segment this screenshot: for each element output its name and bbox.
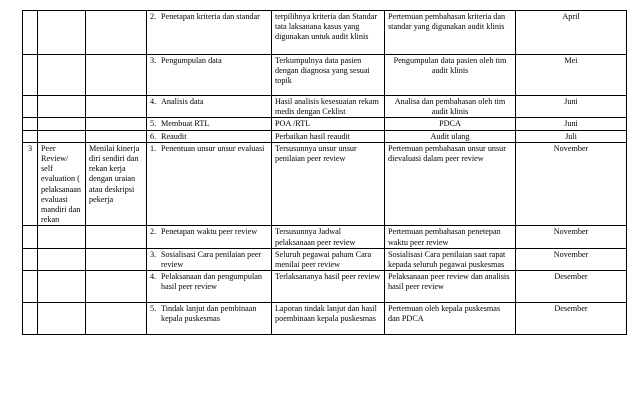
table-row (23, 130, 627, 142)
step-number: 3. (150, 56, 157, 65)
cell-method: Pertemuan pembahasan kriteria dan standar yang digunakan audit klinis (385, 11, 516, 55)
step-text: Penetapan waktu peer review (161, 227, 258, 237)
step-number: 5. (150, 304, 157, 314)
step-text: Pengumpulan data (161, 56, 222, 65)
cell-method: PDCA (385, 118, 516, 130)
cell-step (147, 142, 272, 226)
cell-component (38, 303, 86, 335)
plan-table-page (22, 10, 626, 335)
cell-no (23, 96, 38, 118)
cell-month: Juni (516, 96, 627, 118)
cell-activity (86, 271, 147, 303)
cell-no (23, 130, 38, 142)
cell-month: Juni (516, 118, 627, 130)
table-row (23, 11, 627, 55)
table-row (23, 303, 627, 335)
table-row (23, 118, 627, 130)
cell-component (38, 130, 86, 142)
cell-method: Sosialisasi Cara penilaian saat rapat kepada seluruh pegawai puskesmas (385, 248, 516, 270)
step-number: 3. (150, 249, 157, 259)
cell-month: November (516, 142, 627, 226)
cell-component (38, 226, 86, 248)
cell-no (23, 248, 38, 270)
activity-plan-table (22, 10, 627, 335)
cell-month: November (516, 248, 627, 270)
cell-step (147, 118, 272, 130)
cell-no: 3 (23, 142, 38, 226)
cell-activity (86, 303, 147, 335)
cell-output: Tersusunnya unsur unsur penilaian peer review (272, 142, 385, 226)
step-number: 5. (150, 119, 157, 129)
cell-component (38, 96, 86, 118)
step-number: 4. (150, 97, 157, 106)
step-text: Analisis data (161, 97, 204, 106)
cell-method: Pertemuan pembahasan penetepan waktu peer review (385, 226, 516, 248)
cell-output: Perbaikan hasil reaudit (272, 130, 385, 142)
cell-activity (86, 55, 147, 96)
cell-output: Seluruh pegawai paham Cara menilai peer review (272, 248, 385, 270)
table-body (23, 11, 627, 335)
cell-method: Pelaksanaan peer review dan analisis hasil peer review (385, 271, 516, 303)
step-number: 1. (150, 143, 157, 153)
cell-no (23, 271, 38, 303)
cell-component (38, 271, 86, 303)
cell-component: Peer Review/ self evaluation ( pelaksanaan evaluasi mandiri dan rekan (38, 142, 86, 226)
cell-activity (86, 118, 147, 130)
cell-activity (86, 96, 147, 118)
step-text: Penetapan kriteria dan standar (161, 12, 260, 21)
cell-no (23, 303, 38, 335)
step-text: Reaudit (161, 131, 187, 141)
cell-activity: Menilai kinerja diri sendiri dan rekan kerja dengan uraian atau deskripsi pekerja (86, 142, 147, 226)
cell-month: Desember (516, 303, 627, 335)
step-text: Membuat RTL (161, 119, 210, 129)
cell-component (38, 11, 86, 55)
cell-activity (86, 248, 147, 270)
cell-component (38, 248, 86, 270)
cell-method: Pertemuan pembahasan unsur unsur dievaluasi dalam peer review (385, 142, 516, 226)
cell-step (147, 303, 272, 335)
cell-step (147, 226, 272, 248)
step-number: 6. (150, 131, 157, 141)
cell-month: November (516, 226, 627, 248)
cell-method: Audit ulang (385, 130, 516, 142)
cell-step (147, 248, 272, 270)
step-text: Tindak lanjut dan pembinaan kepala puskesmas (161, 304, 257, 324)
cell-step (147, 55, 272, 96)
cell-month: Juli (516, 130, 627, 142)
cell-no (23, 118, 38, 130)
step-text: Sosialisasi Cara penilaian peer review (161, 249, 262, 270)
cell-step (147, 96, 272, 118)
cell-no (23, 11, 38, 55)
cell-activity (86, 11, 147, 55)
cell-activity (86, 226, 147, 248)
cell-component (38, 55, 86, 96)
table-row (23, 55, 627, 96)
cell-component (38, 118, 86, 130)
step-number: 4. (150, 272, 157, 282)
cell-output: Terlaksananya hasil peer review (272, 271, 385, 303)
step-number: 2. (150, 12, 157, 21)
table-row (23, 248, 627, 270)
table-row (23, 96, 627, 118)
step-text: Pelaksanaan dan pengumpulan hasil peer review (161, 272, 262, 292)
table-row (23, 142, 627, 226)
cell-no (23, 55, 38, 96)
cell-output: Terkumpulnya data pasien dengan diagnosa yang sesuai topik (272, 55, 385, 96)
cell-method: Analisa dan pembahasan oleh tim audit klinis (385, 96, 516, 118)
cell-output: terpilihnya kriteria dan Standar tata laksanana kasus yang digunakan untuk audit klinis (272, 11, 385, 55)
step-text: Penentuan unsur unsur evaluasi (161, 143, 265, 153)
table-row (23, 271, 627, 303)
table-row (23, 226, 627, 248)
cell-no (23, 226, 38, 248)
cell-activity (86, 130, 147, 142)
step-number: 2. (150, 227, 157, 237)
cell-month: Mei (516, 55, 627, 96)
cell-step (147, 271, 272, 303)
cell-month: Desember (516, 271, 627, 303)
cell-method: Pengumpulan data pasien oleh tim audit klinis (385, 55, 516, 96)
cell-method: Pertemuan oleh kepala puskesmas dan PDCA (385, 303, 516, 335)
cell-output: Hasil analisis kesesuaian rekam medis dengan Ceklist (272, 96, 385, 118)
cell-step (147, 130, 272, 142)
cell-output: Laporan tindak lanjut dan hasil poembinaan kepala puskesmas (272, 303, 385, 335)
cell-output: Tersusunnya Jadwal pelaksanaan peer review (272, 226, 385, 248)
cell-step (147, 11, 272, 55)
cell-month: April (516, 11, 627, 55)
cell-output: POA /RTL (272, 118, 385, 130)
